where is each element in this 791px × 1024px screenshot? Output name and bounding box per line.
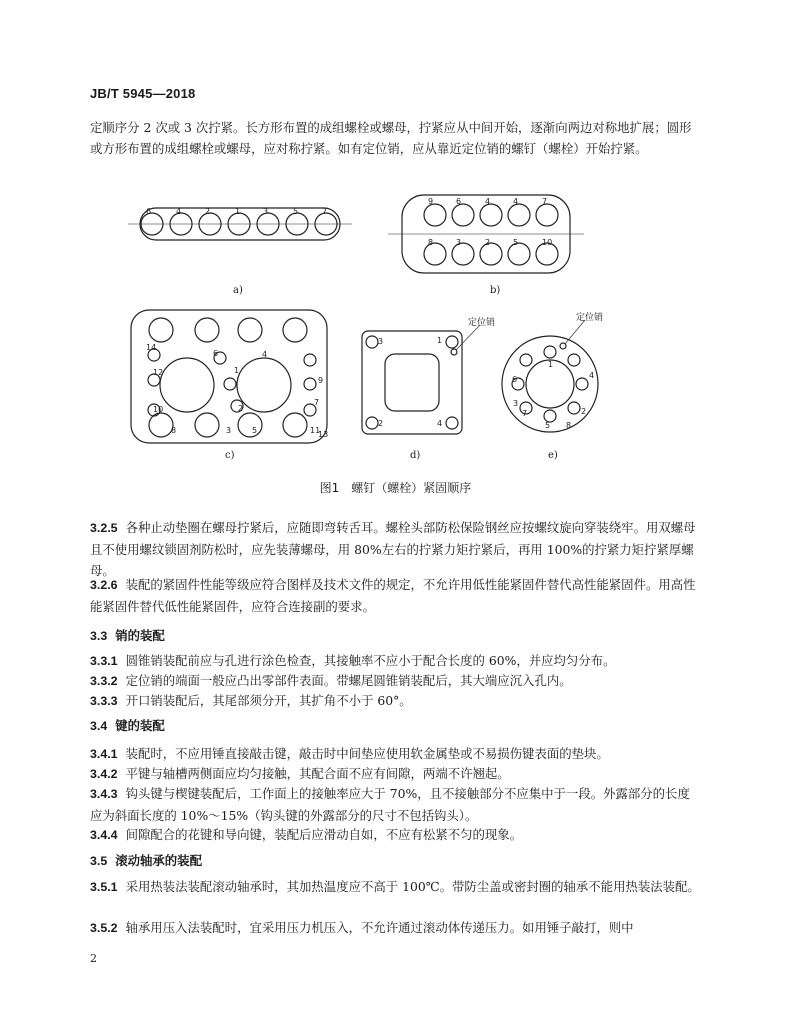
clause-3-4-2: 3.4.2 平键与轴槽两侧面应均匀接触，其配合面不应有间隙，两端不许翘起。 xyxy=(90,766,510,781)
svg-text:8: 8 xyxy=(566,421,572,430)
svg-text:2: 2 xyxy=(485,238,491,247)
svg-text:11: 11 xyxy=(310,426,321,435)
svg-text:5: 5 xyxy=(293,207,299,216)
clause-3-5-2: 3.5.2 轴承用压入法装配时，宜采用压力机压入，不允许通过滚动体传递压力。如用锤子敲打，则中 xyxy=(90,920,634,935)
figure-1-diagrams xyxy=(0,0,791,470)
svg-text:9: 9 xyxy=(318,376,324,385)
clause-3-4-1: 3.4.1 装配时，不应用锤直接敲击键，敲击时中间垫应使用软金属垫或不易损伤键表面的垫块。 xyxy=(90,746,609,761)
clause-3-2-5: 3.2.5 各种止动垫圈在螺母拧紧后，应随即弯转舌耳。螺栓头部防松保险钢丝应按螺纹旋向穿装绕牢。用双螺母且不使用螺纹锁固剂防松时，应先装薄螺母，用 80%左右的拧紧力矩拧紧后，再用 100%的拧紧力矩拧紧厚螺母。 xyxy=(90,520,696,578)
svg-text:6: 6 xyxy=(213,349,219,358)
svg-text:8: 8 xyxy=(428,238,434,247)
section-3-5-heading: 3.5 滚动轴承的装配 xyxy=(90,853,202,868)
svg-text:3: 3 xyxy=(226,426,232,435)
svg-text:7: 7 xyxy=(542,197,548,206)
svg-text:6: 6 xyxy=(512,375,518,384)
clause-3-3-1: 3.3.1 圆锥销装配前应与孔进行涂色检查，其接触率不应小于配合长度的 60%，并应均匀分布。 xyxy=(90,653,616,668)
svg-text:13: 13 xyxy=(318,430,329,439)
svg-text:6: 6 xyxy=(456,197,462,206)
figure-label-e: e) xyxy=(548,450,558,461)
page-number: 2 xyxy=(90,952,97,965)
section-3-3-heading: 3.3 销的装配 xyxy=(90,628,165,643)
clause-3-3-2: 3.3.2 定位销的端面一般应凸出零部件表面。带螺尾圆锥销装配后，其大端应沉入孔内。 xyxy=(90,673,572,688)
svg-text:8: 8 xyxy=(171,426,177,435)
svg-text:2: 2 xyxy=(581,407,587,416)
figure-caption: 图1 螺钉（螺栓）紧固顺序 xyxy=(319,481,472,495)
svg-text:14: 14 xyxy=(146,343,157,352)
svg-text:1: 1 xyxy=(235,207,241,216)
svg-text:4: 4 xyxy=(589,371,595,380)
svg-text:3: 3 xyxy=(513,399,519,408)
svg-text:1: 1 xyxy=(234,366,240,375)
svg-text:12: 12 xyxy=(153,368,164,377)
locating-pin-label-d: 定位销 xyxy=(468,318,496,328)
svg-text:4: 4 xyxy=(176,207,182,216)
svg-text:7: 7 xyxy=(522,409,528,418)
svg-text:4: 4 xyxy=(262,350,268,359)
figure-label-a: a) xyxy=(233,285,243,296)
svg-text:4: 4 xyxy=(485,197,491,206)
svg-text:2: 2 xyxy=(238,404,244,413)
clause-3-4-4: 3.4.4 间隙配合的花键和导向键，装配后应滑动自如，不应有松紧不匀的现象。 xyxy=(90,827,523,842)
svg-text:6: 6 xyxy=(146,207,152,216)
figure-label-c: c) xyxy=(225,450,235,461)
svg-text:3: 3 xyxy=(378,337,384,346)
svg-text:7: 7 xyxy=(322,207,328,216)
svg-text:4: 4 xyxy=(513,197,519,206)
clause-3-2-6: 3.2.6 装配的紧固件性能等级应符合图样及技术文件的规定，不允许用低性能紧固件替代高性能紧固件。用高性能紧固件替代低性能紧固件，应符合连接副的要求。 xyxy=(90,577,696,614)
intro-paragraph: 定顺序分 2 次或 3 次拧紧。长方形布置的成组螺栓或螺母，拧紧应从中间开始，逐渐向两边对称地扩展；圆形或方形布置的成组螺栓或螺母，应对称拧紧。如有定位销，应从靠近定位销的螺钉（螺栓）开始拧紧。 xyxy=(90,120,692,156)
clause-3-4-3: 3.4.3 钩头键与楔键装配后，工作面上的接触率应大于 70%，且不接触部分不应集中于一段。外露部分的长度应为斜面长度的 10%～15%（钩头键的外露部分的尺寸不包括钩头）。 xyxy=(90,786,690,823)
svg-text:5: 5 xyxy=(545,421,551,430)
svg-text:2: 2 xyxy=(205,207,211,216)
svg-text:5: 5 xyxy=(513,238,519,247)
svg-text:1: 1 xyxy=(548,360,554,369)
clause-3-5-1: 3.5.1 采用热装法装配滚动轴承时，其加热温度应不高于 100℃。带防尘盖或密封圈的轴承不能用热装法装配。 xyxy=(90,879,700,894)
locating-pin-label-e: 定位销 xyxy=(576,313,604,323)
figure-label-b: b) xyxy=(490,285,501,296)
section-3-4-heading: 3.4 键的装配 xyxy=(90,718,165,733)
svg-text:3: 3 xyxy=(456,238,462,247)
svg-text:1: 1 xyxy=(437,336,443,345)
svg-text:4: 4 xyxy=(437,419,443,428)
svg-text:9: 9 xyxy=(428,197,434,206)
figure-label-d: d) xyxy=(410,450,421,461)
svg-text:7: 7 xyxy=(314,398,320,407)
clause-3-3-3: 3.3.3 开口销装配后，其尾部须分开，其扩角不小于 60°。 xyxy=(90,693,412,708)
svg-text:10: 10 xyxy=(153,405,164,414)
document-header: JB/T 5945—2018 xyxy=(90,86,196,101)
svg-text:10: 10 xyxy=(542,238,553,247)
svg-text:3: 3 xyxy=(263,207,269,216)
svg-text:5: 5 xyxy=(252,426,258,435)
svg-text:2: 2 xyxy=(378,419,384,428)
